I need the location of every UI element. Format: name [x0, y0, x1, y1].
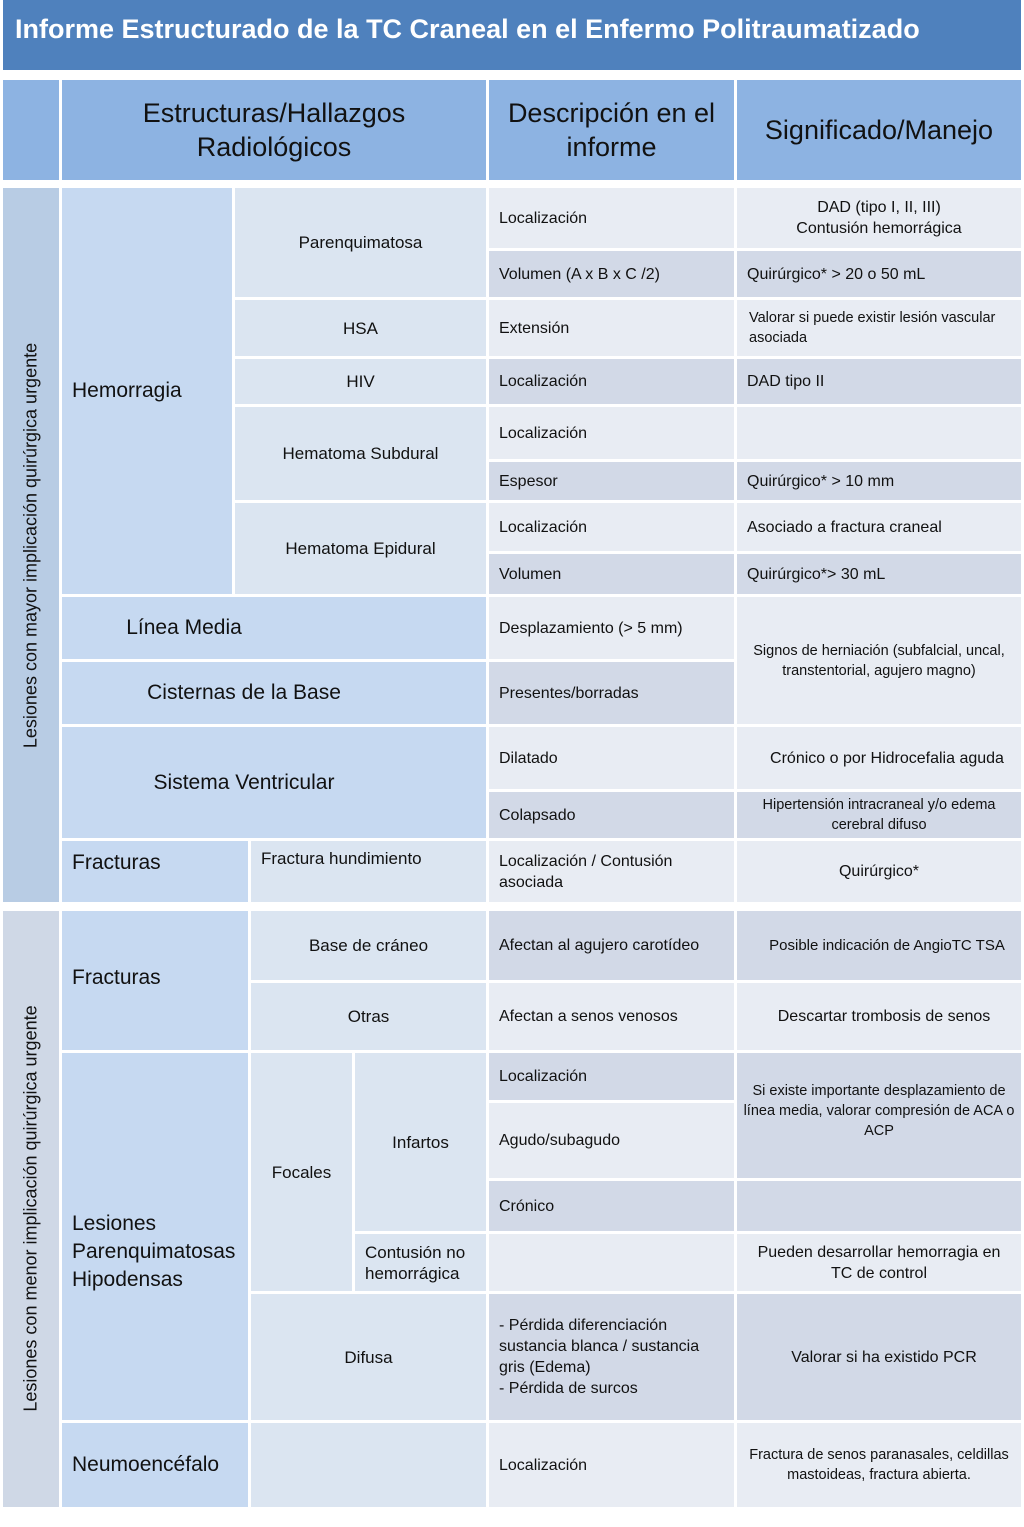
meaning-cell: Quirúrgico* > 20 o 50 mL: [737, 251, 1021, 297]
meaning-cell: Quirúrgico* > 10 mm: [737, 462, 1021, 500]
table-title: Informe Estructurado de la TC Craneal en el Enfermo Politraumatizado: [3, 0, 1021, 70]
desc-cell: Desplazamiento (> 5 mm): [489, 597, 734, 659]
meaning-cell: Valorar si ha existido PCR: [737, 1294, 1021, 1420]
desc-cell: Extensión: [489, 300, 734, 356]
meaning-cell: Pueden desarrollar hemorragia en TC de control: [737, 1234, 1021, 1291]
meaning-cell: Valorar si puede existir lesión vascular asociada: [737, 300, 1021, 356]
desc-cell: Dilatado: [489, 727, 734, 789]
meaning-cell: Descartar trombosis de senos: [737, 983, 1021, 1050]
desc-cell: Colapsado: [489, 792, 734, 838]
desc-cell: Afectan a senos venosos: [489, 983, 734, 1050]
desc-cell: Localización: [489, 1423, 734, 1507]
group-label-major: [3, 188, 59, 902]
desc-cell: Presentes/borradas: [489, 662, 734, 724]
meaning-cell: Hipertensión intracraneal y/o edema cerebral difuso: [737, 792, 1021, 838]
desc-cell: [489, 1234, 734, 1291]
row-hsa: HSA: [235, 300, 486, 356]
row-neumoencefalo: Neumoencéfalo: [62, 1423, 248, 1507]
desc-cell: Volumen: [489, 554, 734, 594]
header-structures: Estructuras/Hallazgos Radiológicos: [62, 80, 486, 180]
desc-cell: Localización: [489, 407, 734, 459]
row-infartos: Infartos: [355, 1053, 486, 1231]
meaning-cell: Crónico o por Hidrocefalia aguda: [737, 727, 1021, 789]
row-hiv: HIV: [235, 359, 486, 404]
row-linea-media: Línea Media: [62, 597, 486, 659]
meaning-cell: Quirúrgico*> 30 mL: [737, 554, 1021, 594]
desc-cell: Espesor: [489, 462, 734, 500]
meaning-cell: [737, 407, 1021, 459]
meaning-cell: Si existe importante desplazamiento de línea media, valorar compresión de ACA o ACP: [737, 1053, 1021, 1178]
row-parenquimatosa: Parenquimatosa: [235, 188, 486, 297]
desc-cell: Localización: [489, 1053, 734, 1100]
group-label-minor-text: Lesiones con menor implicación quirúrgica urgente: [20, 1005, 41, 1412]
row-base-craneo: Base de cráneo: [251, 911, 486, 980]
meaning-cell: Quirúrgico*: [737, 841, 1021, 902]
desc-cell: - Pérdida diferenciación sustancia blanca / sustancia gris (Edema) - Pérdida de surcos: [489, 1294, 734, 1420]
row-ventricular: Sistema Ventricular: [62, 727, 486, 838]
row-neumoencefalo-blank: [251, 1423, 486, 1507]
row-hundimiento: Fractura hundimiento: [251, 841, 486, 902]
meaning-cell: DAD (tipo I, II, III) Contusión hemorrágica: [737, 188, 1021, 248]
meaning-cell: [737, 1181, 1021, 1231]
desc-cell: Localización / Contusión asociada: [489, 841, 734, 902]
meaning-cell: Signos de herniación (subfalcial, uncal, transtentorial, agujero magno): [737, 597, 1021, 724]
row-hemorragia: Hemorragia: [62, 188, 232, 594]
desc-cell: Localización: [489, 188, 734, 248]
desc-cell: Crónico: [489, 1181, 734, 1231]
group-label-major-text: Lesiones con mayor implicación quirúrgica urgente: [20, 342, 41, 749]
row-fracturas-major: Fracturas: [62, 841, 248, 902]
desc-cell: Agudo/subagudo: [489, 1103, 734, 1178]
row-cisternas: Cisternas de la Base: [62, 662, 486, 724]
row-difusa: Difusa: [251, 1294, 486, 1420]
header-description: Descripción en el informe: [489, 80, 734, 180]
meaning-cell: Asociado a fractura craneal: [737, 503, 1021, 551]
row-focales: Focales: [251, 1053, 352, 1291]
row-fracturas-minor: Fracturas: [62, 911, 248, 1050]
row-epidural: Hematoma Epidural: [235, 503, 486, 594]
meaning-cell: Fractura de senos paranasales, celdillas mastoideas, fractura abierta.: [737, 1423, 1021, 1507]
row-lesiones-parenquimatosas: Lesiones Parenquimatosas Hipodensas: [62, 1053, 248, 1420]
desc-cell: Volumen (A x B x C /2): [489, 251, 734, 297]
header-blank: [3, 80, 59, 180]
desc-cell: Localización: [489, 359, 734, 404]
group-label-minor: [3, 911, 59, 1507]
meaning-cell: Posible indicación de AngioTC TSA: [737, 911, 1021, 980]
row-contusion: Contusión no hemorrágica: [355, 1234, 486, 1291]
row-subdural: Hematoma Subdural: [235, 407, 486, 500]
meaning-cell: DAD tipo II: [737, 359, 1021, 404]
row-otras: Otras: [251, 983, 486, 1050]
header-meaning: Significado/Manejo: [737, 80, 1021, 180]
desc-cell: Afectan al agujero carotídeo: [489, 911, 734, 980]
desc-cell: Localización: [489, 503, 734, 551]
